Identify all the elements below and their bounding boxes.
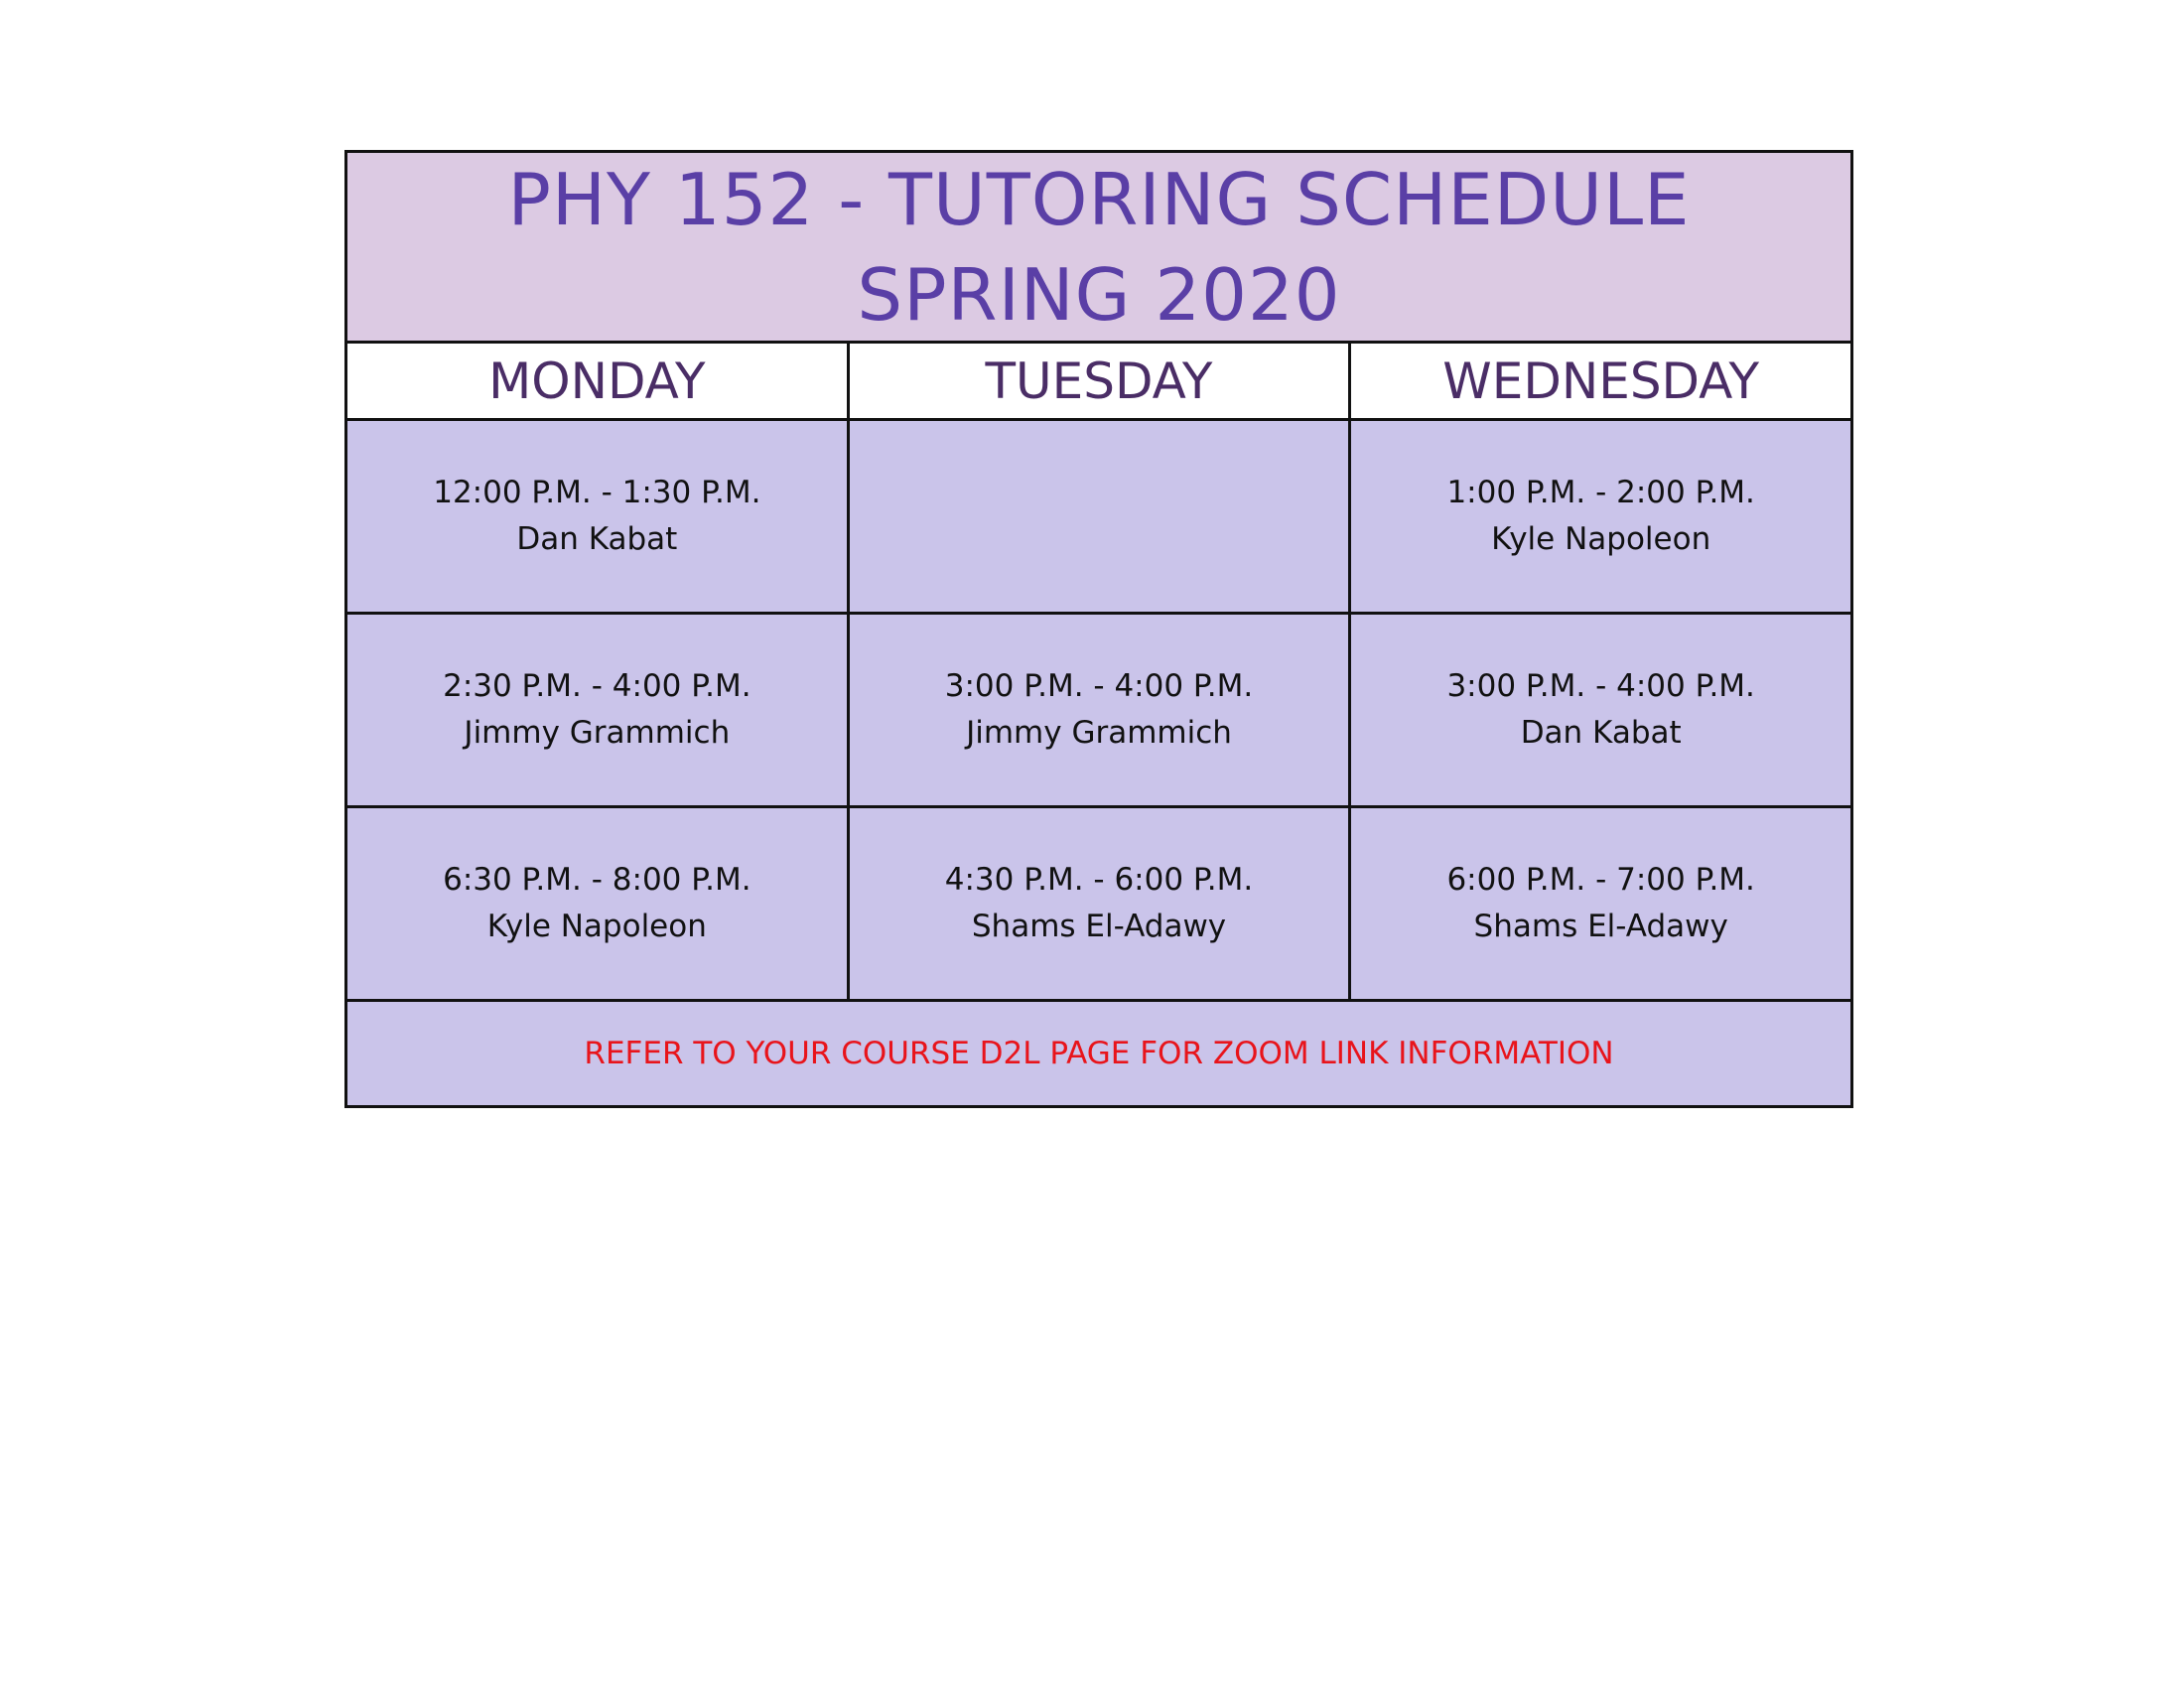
slot-row-1 — [347, 421, 1850, 615]
day-header-row — [347, 344, 1850, 421]
slot-tutor: Shams El-Adawy — [971, 909, 1227, 944]
schedule-term: SPRING 2020 — [857, 252, 1341, 337]
slot-cell — [850, 808, 1352, 999]
slot-tutor: Jimmy Grammich — [464, 715, 731, 751]
slot-time: 1:00 P.M. - 2:00 P.M. — [1446, 475, 1755, 510]
slot-tutor: Kyle Napoleon — [1491, 521, 1711, 557]
slot-cell — [1351, 808, 1850, 999]
slot-tutor: Jimmy Grammich — [966, 715, 1232, 751]
slot-cell — [347, 808, 850, 999]
tutoring-schedule-table — [344, 150, 1853, 1108]
title-block — [347, 153, 1850, 344]
slot-cell-empty — [850, 421, 1352, 612]
slot-row-2 — [347, 615, 1850, 808]
schedule-title: PHY 152 - TUTORING SCHEDULE — [507, 157, 1691, 241]
slot-time: 4:30 P.M. - 6:00 P.M. — [944, 862, 1254, 898]
zoom-link-notice: REFER TO YOUR COURSE D2L PAGE FOR ZOOM LINK INFORMATION — [347, 1002, 1850, 1105]
slot-time: 12:00 P.M. - 1:30 P.M. — [433, 475, 761, 510]
slot-tutor: Dan Kabat — [1520, 715, 1682, 751]
slot-time: 6:30 P.M. - 8:00 P.M. — [443, 862, 751, 898]
day-header-wednesday: WEDNESDAY — [1442, 352, 1760, 410]
slot-row-3 — [347, 808, 1850, 1002]
slot-cell — [347, 615, 850, 805]
slot-cell — [1351, 421, 1850, 612]
slot-time: 6:00 P.M. - 7:00 P.M. — [1446, 862, 1755, 898]
slot-tutor: Shams El-Adawy — [1473, 909, 1728, 944]
slot-tutor: Kyle Napoleon — [486, 909, 707, 944]
slot-time: 3:00 P.M. - 4:00 P.M. — [944, 668, 1254, 704]
slot-cell — [850, 615, 1352, 805]
day-header-tuesday: TUESDAY — [850, 344, 1352, 418]
slot-cell — [1351, 615, 1850, 805]
slot-tutor: Dan Kabat — [516, 521, 678, 557]
slot-cell — [347, 421, 850, 612]
slot-time: 2:30 P.M. - 4:00 P.M. — [443, 668, 751, 704]
slot-time: 3:00 P.M. - 4:00 P.M. — [1446, 668, 1755, 704]
day-header-monday: MONDAY — [347, 344, 850, 418]
